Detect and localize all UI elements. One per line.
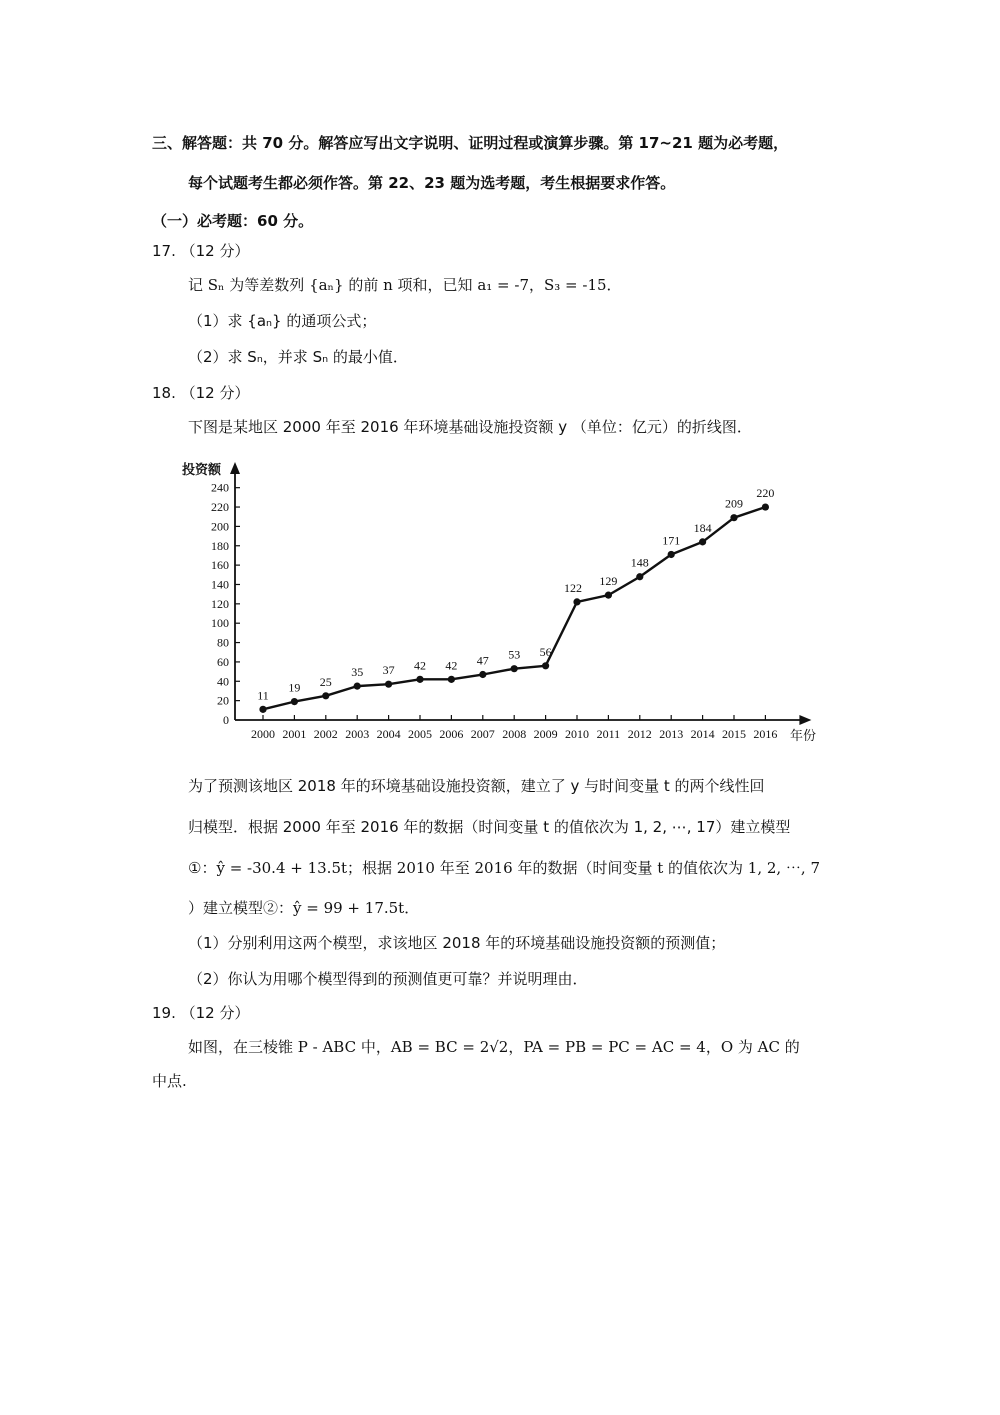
- y-tick-label: 180: [211, 538, 229, 553]
- x-tick-label: 2014: [690, 727, 715, 741]
- data-point: [668, 551, 675, 558]
- data-point: [573, 598, 580, 605]
- q18-text-line4: ）建立模型②：ŷ = 99 + 17.5t．: [188, 899, 420, 917]
- y-tick-label: 200: [211, 519, 229, 534]
- data-label: 122: [564, 580, 582, 595]
- data-point: [385, 681, 392, 688]
- data-label: 209: [725, 496, 743, 511]
- q18-stem: 下图是某地区 2000 年至 2016 年环境基础设施投资额 y （单位：亿元）的折线图．: [188, 418, 752, 436]
- y-tick-label: 220: [211, 500, 229, 515]
- data-label: 220: [756, 486, 775, 501]
- q17-number: 17. （12 分）: [152, 242, 250, 260]
- data-label: 19: [288, 680, 301, 695]
- x-tick-label: 2007: [470, 727, 495, 741]
- q17-part1: （1）求 {aₙ} 的通项公式；: [188, 312, 377, 330]
- data-label: 171: [662, 533, 681, 548]
- investment-line-chart: [180, 458, 820, 748]
- series-line: [263, 507, 765, 709]
- data-point: [354, 683, 361, 690]
- data-label: 53: [508, 647, 521, 662]
- y-tick-label: 80: [217, 635, 229, 650]
- x-tick-label: 2004: [376, 727, 401, 741]
- data-point: [448, 676, 455, 683]
- data-label: 56: [539, 644, 552, 659]
- y-tick-label: 20: [217, 693, 229, 708]
- data-point: [416, 676, 423, 683]
- data-label: 148: [630, 555, 649, 570]
- q19-number: 19. （12 分）: [152, 1004, 250, 1022]
- y-tick-label: 100: [211, 616, 229, 631]
- section-heading-line2: 每个试题考生都必须作答。第 22、23 题为选考题，考生根据要求作答。: [188, 174, 676, 192]
- data-point: [479, 671, 486, 678]
- x-tick-label: 2009: [533, 727, 558, 741]
- data-label: 25: [319, 674, 332, 689]
- q17-part2: （2）求 Sₙ，并求 Sₙ 的最小值．: [188, 348, 408, 366]
- y-axis-label: 投资额: [182, 462, 222, 477]
- q19-stem-continued: 中点.: [152, 1072, 187, 1090]
- q18-part2: （2）你认为用哪个模型得到的预测值更可靠？并说明理由．: [188, 970, 588, 988]
- data-point: [291, 698, 298, 705]
- data-point: [762, 503, 769, 510]
- y-tick-label: 0: [223, 713, 229, 727]
- data-label: 35: [351, 665, 364, 680]
- q18-part1: （1）分别利用这两个模型，求该地区 2018 年的环境基础设施投资额的预测值；: [188, 934, 726, 952]
- data-label: 42: [414, 658, 426, 673]
- x-tick-label: 2011: [596, 727, 621, 741]
- x-tick-label: 2013: [659, 727, 684, 741]
- data-label: 47: [476, 653, 489, 668]
- x-axis-label: 年份: [790, 728, 817, 743]
- y-tick-label: 160: [211, 558, 229, 573]
- data-point: [636, 573, 643, 580]
- data-point: [542, 662, 549, 669]
- x-tick-label: 2015: [722, 727, 746, 741]
- x-tick-label: 2005: [408, 727, 432, 741]
- q17-stem: 记 Sₙ 为等差数列 {aₙ} 的前 n 项和，已知 a₁ = -7，S₃ = -15．: [188, 276, 622, 294]
- y-tick-label: 120: [211, 596, 229, 611]
- y-tick-label: 140: [211, 577, 229, 592]
- data-point: [730, 514, 737, 521]
- data-point: [259, 706, 266, 713]
- x-tick-label: 2001: [282, 727, 307, 741]
- q18-text-line1: 为了预测该地区 2018 年的环境基础设施投资额，建立了 y 与时间变量 t 的两个线性回: [188, 777, 765, 795]
- x-tick-label: 2000: [251, 727, 275, 741]
- y-tick-label: 40: [217, 674, 229, 689]
- data-point: [699, 538, 706, 545]
- section-heading-line1: 三、解答题：共 70 分。解答应写出文字说明、证明过程或演算步骤。第 17~21 题为必考题，: [152, 134, 789, 152]
- y-tick-label: 240: [211, 480, 229, 495]
- y-tick-label: 60: [217, 654, 229, 669]
- data-label: 42: [445, 658, 458, 673]
- x-tick-label: 2012: [627, 727, 652, 741]
- data-point: [322, 692, 329, 699]
- data-point: [605, 592, 612, 599]
- x-tick-label: 2008: [502, 727, 527, 741]
- data-label: 37: [382, 663, 395, 678]
- data-label: 129: [599, 574, 618, 589]
- data-label: 11: [257, 688, 269, 703]
- x-tick-label: 2002: [313, 727, 338, 741]
- subsection-heading: （一）必考题：60 分。: [152, 212, 314, 230]
- y-axis-arrow: [230, 462, 240, 474]
- data-point: [511, 665, 518, 672]
- q18-number: 18. （12 分）: [152, 384, 250, 402]
- x-tick-label: 2016: [753, 727, 778, 741]
- x-axis-arrow: [799, 715, 811, 725]
- q18-text-line2: 归模型．根据 2000 年至 2016 年的数据（时间变量 t 的值依次为 1, 2, ⋯, 17）建立模型: [188, 818, 791, 836]
- q19-stem: 如图，在三棱锥 P - ABC 中，AB = BC = 2√2，PA = PB = PC = AC = 4，O 为 AC 的: [188, 1038, 800, 1056]
- x-tick-label: 2010: [565, 727, 589, 741]
- data-label: 184: [693, 520, 712, 535]
- x-tick-label: 2006: [439, 727, 464, 741]
- q18-text-line3: ①：ŷ = -30.4 + 13.5t；根据 2010 年至 2016 年的数据（时间变量 t 的值依次为 1, 2, ⋯, 7: [188, 859, 821, 877]
- x-tick-label: 2003: [345, 727, 370, 741]
